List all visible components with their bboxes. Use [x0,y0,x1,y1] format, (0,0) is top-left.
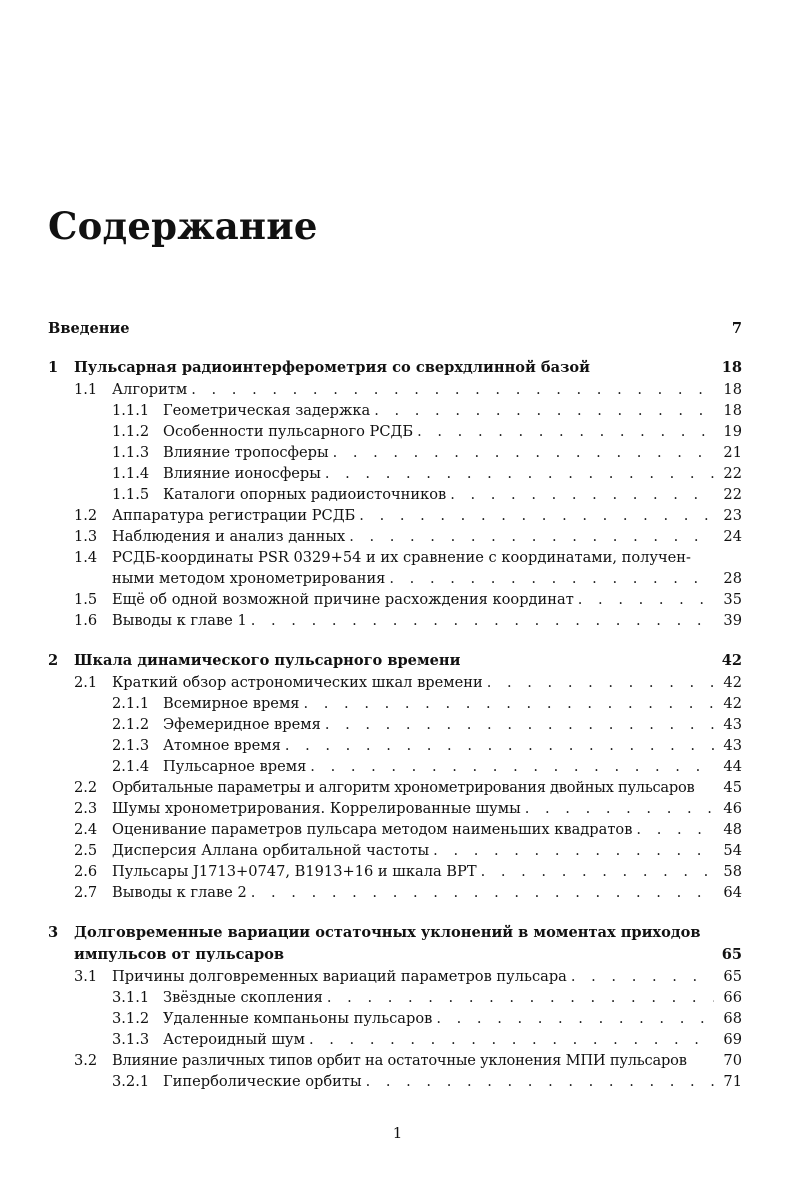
toc-section-1-3[interactable] [48,526,742,547]
dot-leader [525,798,714,819]
toc-subsection-1-1-3[interactable] [48,442,742,463]
toc-section-2-4[interactable] [48,819,742,840]
toc-subsection-1-1-1[interactable] [48,400,742,421]
section-title: Аппаратура регистрации РСДБ [112,507,356,524]
toc-chapter-3-continued[interactable] [48,944,742,966]
subsection-title: Звёздные скопления [163,989,323,1006]
section-title: Наблюдения и анализ данных [112,528,346,545]
section-title: Выводы к главе 2 [112,884,247,901]
section-page: 46 [723,800,742,817]
dot-leader [325,714,714,735]
subsection-number: 1.1.4 [112,465,150,482]
dot-leader [578,589,714,610]
dot-leader [285,735,714,756]
section-number: 2.2 [74,779,98,796]
section-title: Орбитальные параметры и алгоритм хронометрирования двойных пульсаров [112,779,695,796]
section-page: 70 [723,1052,742,1069]
subsection-page: 18 [723,402,742,419]
subsection-number: 2.1.1 [112,695,150,712]
subsection-number: 2.1.2 [112,716,150,733]
section-number: 1.4 [74,549,98,566]
toc-subsection-3-1-3[interactable] [48,1029,742,1050]
toc-subsection-2-1-1[interactable] [48,693,742,714]
subsection-number: 2.1.4 [112,758,150,775]
dot-leader [374,400,714,421]
subsection-title: Пульсарное время [163,758,307,775]
dot-leader [333,442,714,463]
section-page: 54 [723,842,742,859]
toc-section-2-3[interactable] [48,798,742,819]
section-title: Причины долговременных вариаций параметров пульсара [112,968,567,985]
toc-section-1-2[interactable] [48,505,742,526]
section-page: 35 [723,591,742,608]
section-title: Оценивание параметров пульсара методом наименьших квадратов [112,821,633,838]
toc-section-2-5[interactable] [48,840,742,861]
dot-leader [325,463,714,484]
dot-leader [450,484,714,505]
toc-chapter-3[interactable] [48,922,742,944]
subsection-number: 1.1.5 [112,486,150,503]
subsection-title: Геометрическая задержка [163,402,371,419]
subsection-number: 1.1.1 [112,402,150,419]
chapter-title: Пульсарная радиоинтерферометрия со сверхдлинной базой [74,359,590,376]
section-number: 2.3 [74,800,98,817]
dot-leader [433,840,714,861]
subsection-title: Астероидный шум [163,1031,305,1048]
section-title: Ещё об одной возможной причине расхождения координат [112,591,574,608]
subsection-title: Гиперболические орбиты [163,1073,362,1090]
section-number: 1.6 [74,612,98,629]
subsection-page: 42 [723,695,742,712]
subsection-title: Удаленные компаньоны пульсаров [163,1010,433,1027]
toc-subsection-2-1-3[interactable] [48,735,742,756]
chapter-title: Долговременные вариации остаточных уклонений в моментах приходов [74,924,701,941]
toc-section-2-6[interactable] [48,861,742,882]
toc-subsection-3-1-2[interactable] [48,1008,742,1029]
subsection-page: 66 [723,989,742,1006]
subsection-page: 22 [723,465,742,482]
toc-subsection-1-1-2[interactable] [48,421,742,442]
section-number: 1.5 [74,591,98,608]
page-title: Содержание [48,204,318,248]
subsection-page: 43 [723,737,742,754]
toc-section-1-4-continued[interactable] [48,568,742,589]
toc-subsection-1-1-4[interactable] [48,463,742,484]
toc-section-3-1[interactable] [48,966,742,987]
subsection-page: 22 [723,486,742,503]
toc-entry-page: 7 [731,320,742,337]
subsection-title: Каталоги опорных радиоисточников [163,486,447,503]
dot-leader [191,379,714,400]
section-title: Краткий обзор астрономических шкал времени [112,674,483,691]
subsection-title: Влияние тропосферы [163,444,329,461]
section-number: 2.4 [74,821,98,838]
toc-subsection-2-1-2[interactable] [48,714,742,735]
subsection-title: Особенности пульсарного РСДБ [163,423,414,440]
toc-subsection-3-2-1[interactable] [48,1071,742,1092]
subsection-page: 43 [723,716,742,733]
toc-chapter-1[interactable] [48,357,742,379]
section-number: 2.6 [74,863,98,880]
subsection-page: 68 [723,1010,742,1027]
section-number: 3.2 [74,1052,98,1069]
section-number: 1.3 [74,528,98,545]
dot-leader [359,505,714,526]
table-of-contents [48,318,742,1092]
dot-leader [636,819,714,840]
dot-leader [436,1008,714,1029]
subsection-title: Всемирное время [163,695,300,712]
subsection-number: 3.1.2 [112,1010,150,1027]
dot-leader [389,568,714,589]
section-title: Дисперсия Аллана орбитальной частоты [112,842,430,859]
chapter-page: 65 [721,946,742,963]
toc-section-2-7[interactable] [48,882,742,903]
chapter-title-continued: импульсов от пульсаров [74,946,285,963]
toc-section-1-6[interactable] [48,610,742,631]
dot-leader [310,756,714,777]
toc-subsection-2-1-4[interactable] [48,756,742,777]
toc-section-3-2[interactable] [48,1050,742,1071]
section-number: 2.1 [74,674,98,691]
section-title: Алгоритм [112,381,188,398]
toc-section-2-2[interactable] [48,777,742,798]
dot-leader [349,526,714,547]
section-number: 1.1 [74,381,98,398]
section-page: 48 [723,821,742,838]
subsection-title: Влияние ионосферы [163,465,321,482]
subsection-page: 69 [723,1031,742,1048]
chapter-page: 42 [721,652,742,669]
section-number: 2.5 [74,842,98,859]
toc-chapter-2[interactable] [48,650,742,672]
toc-intro[interactable] [48,318,742,339]
toc-section-2-1[interactable] [48,672,742,693]
toc-section-1-4[interactable] [48,547,742,568]
subsection-number: 1.1.2 [112,423,150,440]
subsection-number: 3.1.3 [112,1031,150,1048]
toc-entry-title: Введение [48,320,130,337]
section-page: 23 [723,507,742,524]
section-page: 39 [723,612,742,629]
section-title: Пульсары J1713+0747, B1913+16 и шкала BPT [112,863,477,880]
chapter-number: 2 [48,652,59,669]
chapter-page: 18 [721,359,742,376]
section-title: Шумы хронометрирования. Коррелированные шумы [112,800,521,817]
section-page: 18 [723,381,742,398]
dot-leader [251,610,714,631]
subsection-number: 1.1.3 [112,444,150,461]
toc-section-1-5[interactable] [48,589,742,610]
section-title: РСДБ-координаты PSR 0329+54 и их сравнение с координатами, получен- [112,549,691,566]
dot-leader [487,672,714,693]
chapter-number: 3 [48,924,59,941]
chapter-title: Шкала динамического пульсарного времени [74,652,461,669]
toc-subsection-1-1-5[interactable] [48,484,742,505]
section-number: 1.2 [74,507,98,524]
section-page: 45 [723,779,742,796]
subsection-title: Эфемеридное время [163,716,321,733]
toc-section-1-1[interactable] [48,379,742,400]
subsection-title: Атомное время [163,737,281,754]
section-title: Влияние различных типов орбит на остаточные уклонения МПИ пульсаров [112,1052,687,1069]
subsection-page: 19 [723,423,742,440]
section-page: 28 [723,570,742,587]
section-title-continued: ными методом хронометрирования [112,570,386,587]
dot-leader [417,421,714,442]
subsection-number: 2.1.3 [112,737,150,754]
section-page: 65 [723,968,742,985]
subsection-page: 44 [723,758,742,775]
dot-leader [327,987,714,1008]
dot-leader [309,1029,714,1050]
dot-leader [251,882,714,903]
section-title: Выводы к главе 1 [112,612,247,629]
section-page: 64 [723,884,742,901]
dot-leader [304,693,715,714]
dot-leader [481,861,714,882]
subsection-page: 21 [723,444,742,461]
subsection-page: 71 [723,1073,742,1090]
dot-leader [366,1071,714,1092]
dot-leader [571,966,714,987]
subsection-number: 3.2.1 [112,1073,150,1090]
toc-subsection-3-1-1[interactable] [48,987,742,1008]
section-page: 42 [723,674,742,691]
chapter-number: 1 [48,359,59,376]
section-number: 2.7 [74,884,98,901]
subsection-number: 3.1.1 [112,989,150,1006]
section-page: 24 [723,528,742,545]
page-number: 1 [392,1124,403,1142]
section-number: 3.1 [74,968,98,985]
section-page: 58 [723,863,742,880]
